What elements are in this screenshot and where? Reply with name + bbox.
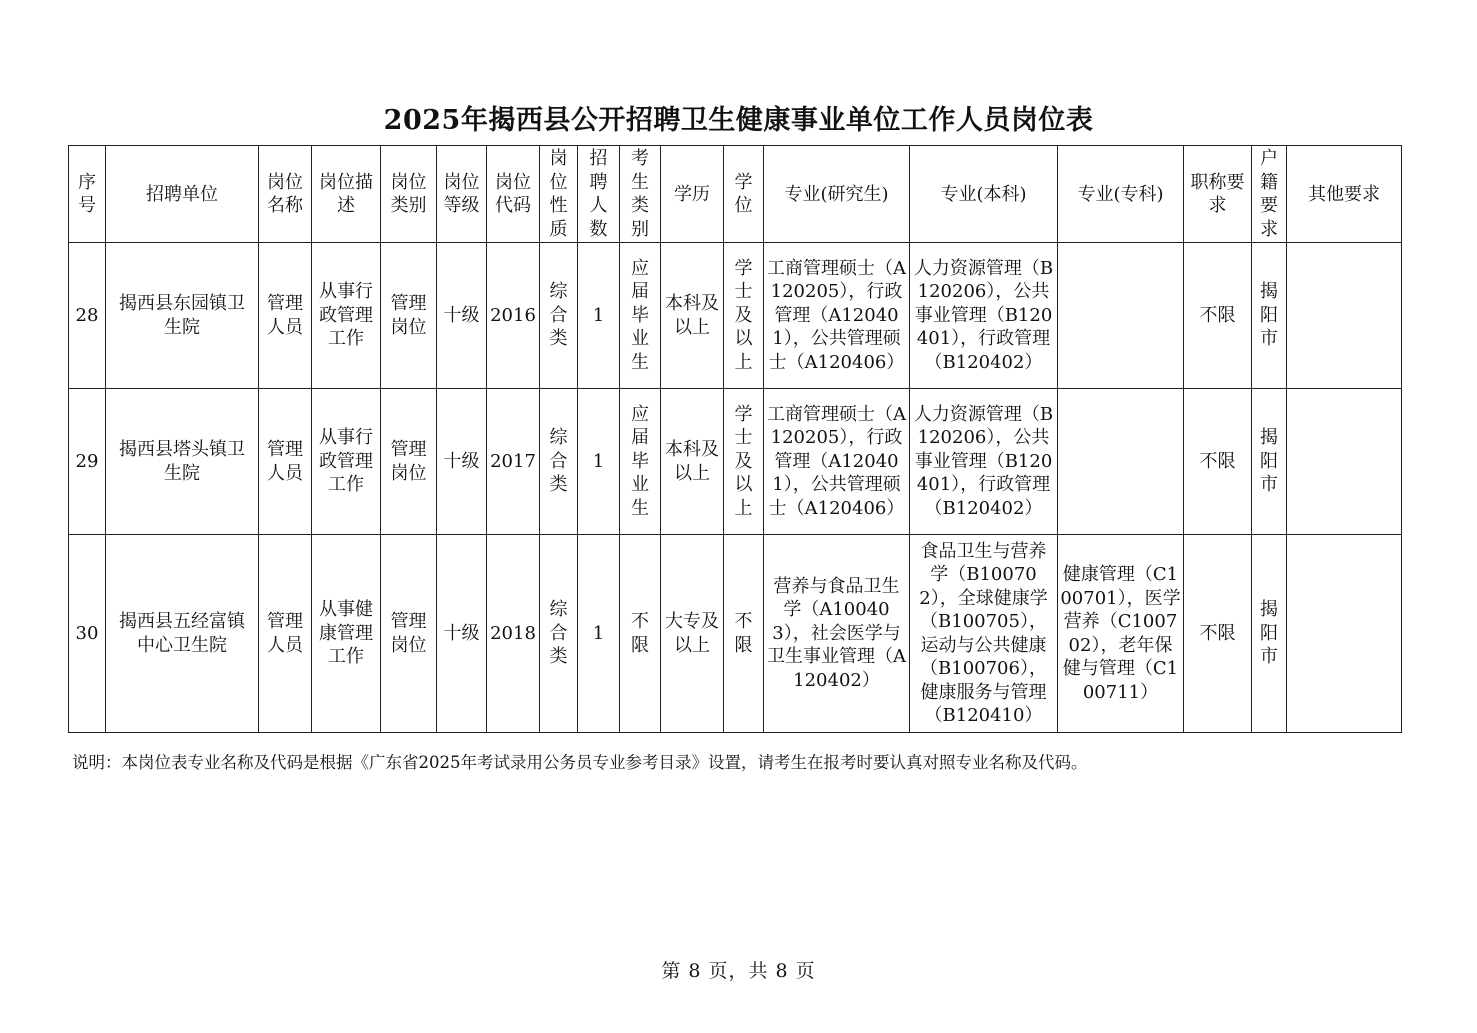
header-unit: 招聘单位 xyxy=(106,146,259,243)
cell-candidate-type: 应届毕业生 xyxy=(620,243,661,389)
cell-unit: 揭西县五经富镇中心卫生院 xyxy=(106,535,259,733)
header-post-level: 岗位等级 xyxy=(437,146,487,243)
table-header-row xyxy=(69,146,1402,243)
cell-post-category: 管理岗位 xyxy=(381,389,437,535)
cell-post-name: 管理人员 xyxy=(259,389,312,535)
cell-major-college xyxy=(1058,389,1184,535)
cell-other xyxy=(1287,389,1402,535)
cell-education: 本科及以上 xyxy=(661,389,724,535)
table-row xyxy=(69,535,1402,733)
cell-major-grad: 工商管理硕士（A120205），行政管理（A120401），公共管理硕士（A120406） xyxy=(764,243,910,389)
header-seq: 序号 xyxy=(69,146,106,243)
cell-hukou: 揭阳市 xyxy=(1252,389,1287,535)
cell-other xyxy=(1287,535,1402,733)
cell-major-undergrad: 人力资源管理（B120206），公共事业管理（B120401），行政管理（B120402） xyxy=(910,389,1058,535)
header-candidate-type: 考生类别 xyxy=(620,146,661,243)
cell-major-grad: 营养与食品卫生学（A100403），社会医学与卫生事业管理（A120402） xyxy=(764,535,910,733)
cell-quota: 1 xyxy=(578,389,620,535)
table-row xyxy=(69,389,1402,535)
cell-major-undergrad: 食品卫生与营养学（B100702），全球健康学（B100705），运动与公共健康（B100706），健康服务与管理（B120410） xyxy=(910,535,1058,733)
header-other: 其他要求 xyxy=(1287,146,1402,243)
header-major-grad: 专业(研究生) xyxy=(764,146,910,243)
cell-post-nature: 综合类 xyxy=(540,243,578,389)
header-post-code: 岗位代码 xyxy=(487,146,540,243)
header-education: 学历 xyxy=(661,146,724,243)
header-title-req: 职称要求 xyxy=(1184,146,1252,243)
cell-post-name: 管理人员 xyxy=(259,243,312,389)
cell-post-desc: 从事行政管理工作 xyxy=(312,389,381,535)
cell-post-level: 十级 xyxy=(437,243,487,389)
header-quota: 招聘人数 xyxy=(578,146,620,243)
positions-table xyxy=(68,145,1402,733)
cell-post-desc: 从事健康管理工作 xyxy=(312,535,381,733)
header-degree: 学位 xyxy=(724,146,764,243)
cell-post-code: 2017 xyxy=(487,389,540,535)
cell-seq: 28 xyxy=(69,243,106,389)
cell-degree: 学士及以上 xyxy=(724,243,764,389)
cell-candidate-type: 不限 xyxy=(620,535,661,733)
cell-degree: 学士及以上 xyxy=(724,389,764,535)
header-post-desc: 岗位描述 xyxy=(312,146,381,243)
header-post-category: 岗位类别 xyxy=(381,146,437,243)
cell-other xyxy=(1287,243,1402,389)
cell-post-code: 2016 xyxy=(487,243,540,389)
cell-education: 大专及以上 xyxy=(661,535,724,733)
cell-title-req: 不限 xyxy=(1184,389,1252,535)
cell-unit: 揭西县东园镇卫生院 xyxy=(106,243,259,389)
cell-major-college: 健康管理（C100701），医学营养（C100702），老年保健与管理（C100711） xyxy=(1058,535,1184,733)
cell-degree: 不限 xyxy=(724,535,764,733)
cell-candidate-type: 应届毕业生 xyxy=(620,389,661,535)
cell-post-level: 十级 xyxy=(437,535,487,733)
page-title: 2025年揭西县公开招聘卫生健康事业单位工作人员岗位表 xyxy=(383,105,1094,136)
header-post-name: 岗位名称 xyxy=(259,146,312,243)
cell-post-level: 十级 xyxy=(437,389,487,535)
cell-title-req: 不限 xyxy=(1184,535,1252,733)
cell-post-code: 2018 xyxy=(487,535,540,733)
cell-seq: 29 xyxy=(69,389,106,535)
cell-major-undergrad: 人力资源管理（B120206），公共事业管理（B120401），行政管理（B120402） xyxy=(910,243,1058,389)
cell-major-college xyxy=(1058,243,1184,389)
header-hukou: 户籍要求 xyxy=(1252,146,1287,243)
cell-post-name: 管理人员 xyxy=(259,535,312,733)
table-note: 说明：本岗位表专业名称及代码是根据《广东省2025年考试录用公务员专业参考目录》设置，请考生在报考时要认真对照专业名称及代码。 xyxy=(72,753,1088,772)
cell-quota: 1 xyxy=(578,243,620,389)
cell-seq: 30 xyxy=(69,535,106,733)
cell-unit: 揭西县塔头镇卫生院 xyxy=(106,389,259,535)
header-major-college: 专业(专科) xyxy=(1058,146,1184,243)
table-row xyxy=(69,243,1402,389)
cell-title-req: 不限 xyxy=(1184,243,1252,389)
header-major-undergrad: 专业(本科) xyxy=(910,146,1058,243)
cell-quota: 1 xyxy=(578,535,620,733)
cell-post-nature: 综合类 xyxy=(540,535,578,733)
cell-major-grad: 工商管理硕士（A120205），行政管理（A120401），公共管理硕士（A120406） xyxy=(764,389,910,535)
header-post-nature: 岗位性质 xyxy=(540,146,578,243)
cell-hukou: 揭阳市 xyxy=(1252,243,1287,389)
cell-post-category: 管理岗位 xyxy=(381,243,437,389)
cell-post-desc: 从事行政管理工作 xyxy=(312,243,381,389)
cell-post-nature: 综合类 xyxy=(540,389,578,535)
cell-hukou: 揭阳市 xyxy=(1252,535,1287,733)
page-footer: 第 8 页，共 8 页 xyxy=(661,960,816,982)
cell-education: 本科及以上 xyxy=(661,243,724,389)
cell-post-category: 管理岗位 xyxy=(381,535,437,733)
